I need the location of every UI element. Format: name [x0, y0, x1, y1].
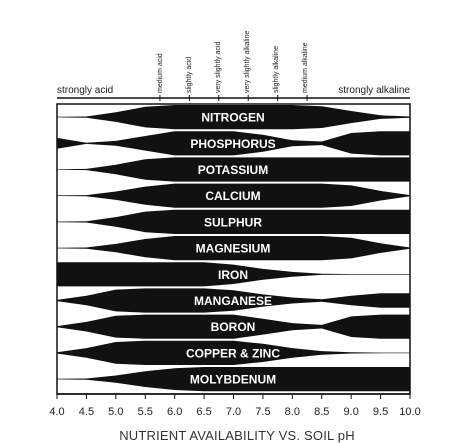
nutrient-label-phosphorus: PHOSPHORUS [190, 136, 276, 151]
ph-tick-label: 6.0 [167, 406, 183, 418]
nutrient-label-potassium: POTASSIUM [197, 163, 269, 177]
zone-label-slightly-acid: slightly acid [186, 56, 193, 93]
figure-title: NUTRIENT AVAILABILITY VS. SOIL pH [119, 428, 355, 443]
nutrient-label-manganese: MANGANESE [193, 294, 273, 308]
zone-label-very-slightly-alkaline: very slightly alkaline [244, 30, 251, 93]
right-label: strongly alkaline [338, 85, 410, 96]
zone-label-slightly-alkaline: slightly alkaline [273, 45, 280, 93]
left-label: strongly acid [57, 85, 114, 96]
ph-tick-label: 7.5 [255, 406, 271, 418]
ph-tick-label: 4.5 [78, 406, 95, 418]
zone-label-very-slightly-acid: very slightly acid [215, 41, 222, 93]
ph-tick-label: 5.0 [108, 406, 124, 418]
ph-tick-label: 4.0 [49, 406, 65, 418]
ph-tick-label: 10.0 [399, 406, 421, 418]
nutrient-label-calcium: CALCIUM [205, 189, 261, 204]
nutrient-label-copper-and-zinc: COPPER & ZINC [185, 346, 281, 361]
nutrient-label-molybdenum: MOLYBDENUM [189, 372, 277, 387]
ph-tick-label: 7.0 [225, 406, 242, 418]
zone-label-medium-alkaline: medium alkaline [302, 42, 309, 93]
ph-tick-label: 9.0 [343, 406, 359, 418]
nutrient-label-sulphur: SULPHUR [203, 215, 263, 230]
nutrient-label-boron: BORON [210, 320, 256, 335]
zone-label-medium-acid: medium acid [157, 53, 164, 93]
ph-tick-label: 8.5 [314, 406, 330, 418]
ph-tick-label: 5.5 [137, 406, 153, 418]
ph-tick-label: 9.5 [372, 406, 389, 418]
nutrient-label-nitrogen: NITROGEN [201, 110, 265, 125]
ph-tick-label: 8.0 [284, 406, 300, 418]
nutrient-label-iron: IRON [218, 267, 248, 282]
nutrient-label-magnesium: MAGNESIUM [195, 241, 271, 256]
ph-tick-label: 6.5 [196, 406, 212, 418]
